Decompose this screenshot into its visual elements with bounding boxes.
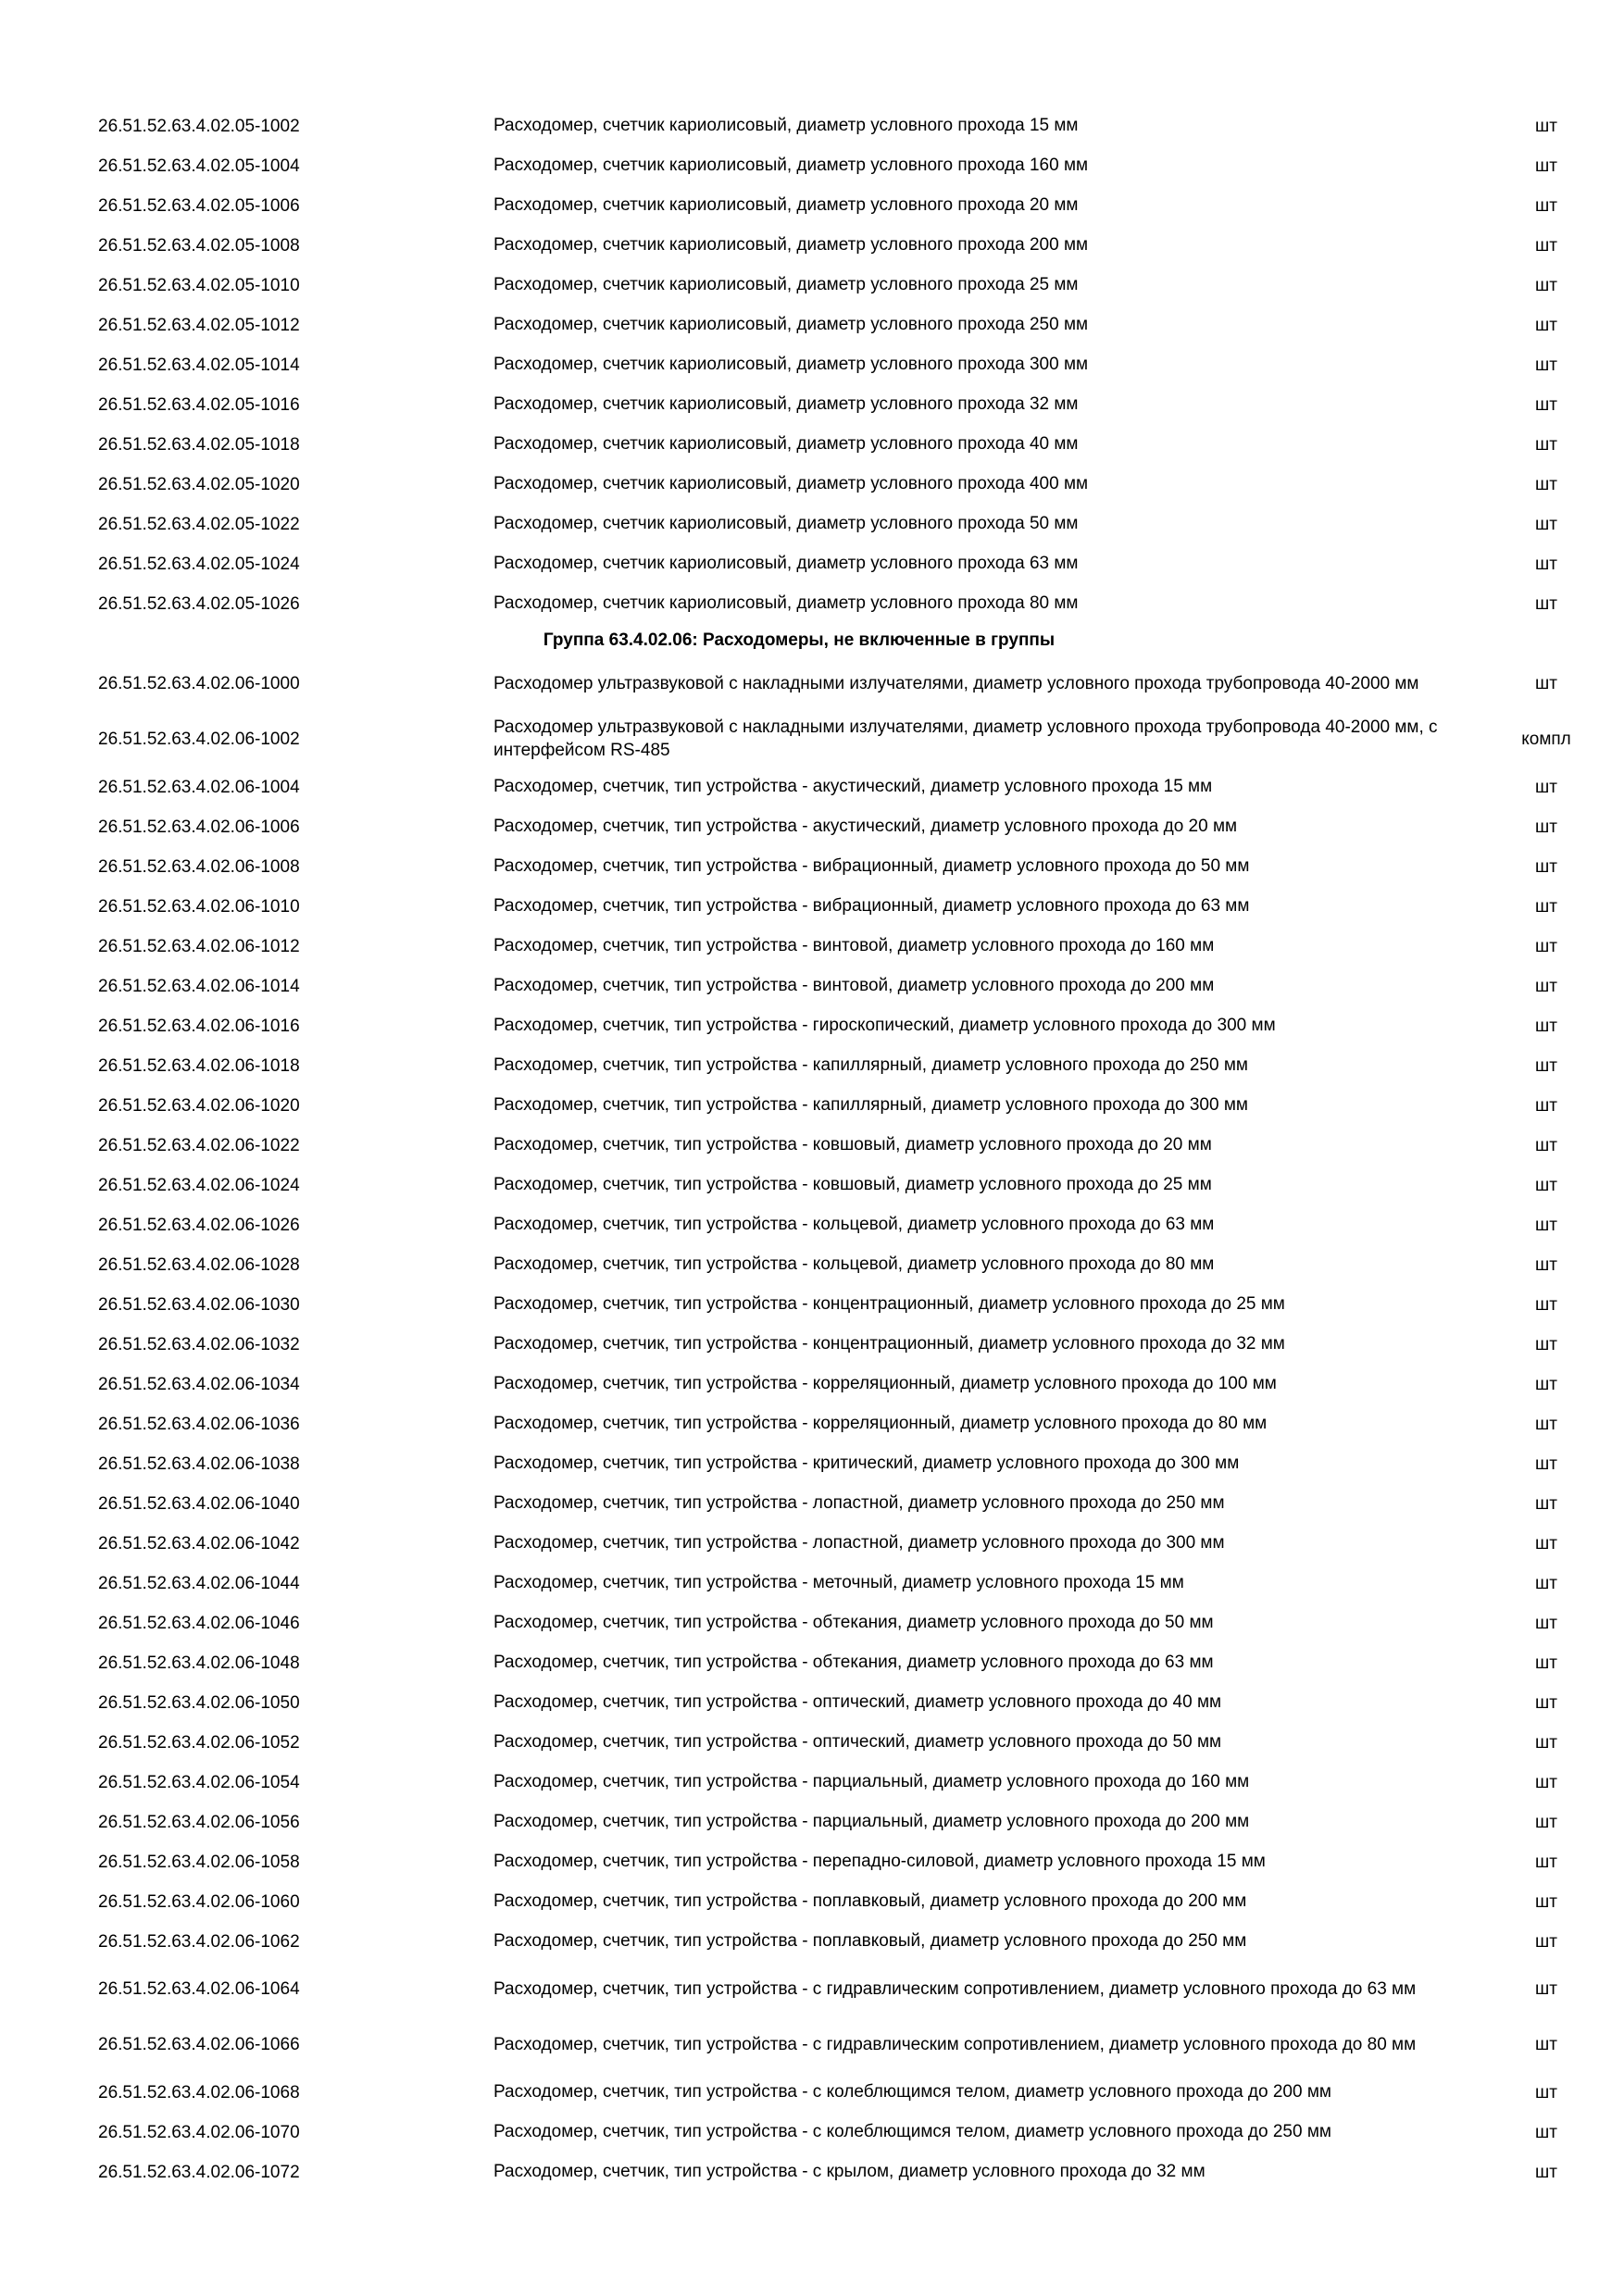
table-row bbox=[0, 1325, 1624, 1365]
resource-name: Расходомер, счетчик кариолисовый, диаметр условного прохода 40 мм bbox=[493, 434, 1079, 455]
table-row bbox=[0, 656, 1624, 712]
resource-code: 26.51.52.63.4.02.06-1034 bbox=[98, 1374, 300, 1394]
resource-name: Расходомер, счетчик кариолисовый, диаметр условного прохода 50 мм bbox=[493, 514, 1079, 534]
table-row bbox=[0, 1166, 1624, 1205]
resource-name: Расходомер, счетчик кариолисовый, диаметр условного прохода 250 мм bbox=[493, 315, 1089, 335]
unit-of-measure: шт bbox=[1535, 1135, 1557, 1155]
resource-name: Расходомер, счетчик кариолисовый, диаметр условного прохода 63 мм bbox=[493, 554, 1079, 574]
unit-of-measure: шт bbox=[1535, 1533, 1557, 1554]
resource-name: Расходомер, счетчик, тип устройства - с гидравлическим сопротивлением, диаметр условного прохода до 63 мм bbox=[493, 1978, 1417, 1999]
unit-of-measure: шт bbox=[1535, 896, 1557, 917]
table-row bbox=[0, 465, 1624, 505]
unit-of-measure: шт bbox=[1535, 355, 1557, 375]
unit-of-measure: шт bbox=[1535, 1891, 1557, 1912]
unit-of-measure: шт bbox=[1535, 1613, 1557, 1633]
table-row bbox=[0, 544, 1624, 584]
table-row bbox=[0, 1245, 1624, 1285]
resource-code: 26.51.52.63.4.02.06-1020 bbox=[98, 1095, 300, 1116]
resource-name: Расходомер, счетчик кариолисовый, диаметр условного прохода 80 мм bbox=[493, 593, 1079, 614]
table-row bbox=[0, 1962, 1624, 2017]
resource-code: 26.51.52.63.4.02.06-1052 bbox=[98, 1732, 300, 1753]
resource-code: 26.51.52.63.4.02.06-1070 bbox=[98, 2122, 300, 2142]
resource-code: 26.51.52.63.4.02.05-1004 bbox=[98, 156, 300, 176]
unit-of-measure: шт bbox=[1535, 1493, 1557, 1514]
unit-of-measure: шт bbox=[1535, 674, 1557, 693]
table-row bbox=[0, 345, 1624, 385]
unit-of-measure: шт bbox=[1535, 1653, 1557, 1673]
resource-code: 26.51.52.63.4.02.06-1004 bbox=[98, 777, 300, 797]
table-row bbox=[0, 146, 1624, 186]
resource-name: Расходомер, счетчик, тип устройства - оптический, диаметр условного прохода до 50 мм bbox=[493, 1732, 1222, 1753]
resource-code: 26.51.52.63.4.02.06-1072 bbox=[98, 2162, 300, 2182]
resource-name: Расходомер ультразвуковой с накладными излучателями, диаметр условного прохода трубопровода 40-2000 мм bbox=[493, 673, 1419, 693]
table-row bbox=[0, 1046, 1624, 1086]
table-row bbox=[0, 1205, 1624, 1245]
unit-of-measure: шт bbox=[1535, 315, 1557, 335]
resource-code: 26.51.52.63.4.02.06-1014 bbox=[98, 976, 300, 996]
resource-code: 26.51.52.63.4.02.05-1020 bbox=[98, 474, 300, 494]
table-row bbox=[0, 1683, 1624, 1723]
table-row bbox=[0, 1524, 1624, 1564]
resource-code: 26.51.52.63.4.02.06-1008 bbox=[98, 856, 300, 877]
unit-of-measure: шт bbox=[1535, 1454, 1557, 1474]
unit-of-measure: шт bbox=[1535, 514, 1557, 534]
table-row bbox=[0, 847, 1624, 887]
table-row bbox=[0, 1285, 1624, 1325]
unit-of-measure: шт bbox=[1535, 1374, 1557, 1394]
unit-of-measure: шт bbox=[1535, 976, 1557, 996]
unit-of-measure: шт bbox=[1535, 1732, 1557, 1753]
unit-of-measure: шт bbox=[1535, 1772, 1557, 1792]
resource-code: 26.51.52.63.4.02.06-1012 bbox=[98, 936, 300, 956]
resource-code: 26.51.52.63.4.02.06-1006 bbox=[98, 817, 300, 837]
table-row bbox=[0, 505, 1624, 544]
resource-name: Расходомер, счетчик, тип устройства - концентрационный, диаметр условного прохода до 32 мм bbox=[493, 1334, 1285, 1354]
resource-code: 26.51.52.63.4.02.06-1038 bbox=[98, 1454, 300, 1474]
resource-code: 26.51.52.63.4.02.05-1008 bbox=[98, 235, 300, 256]
group-header-row bbox=[0, 624, 1624, 656]
table-row bbox=[0, 226, 1624, 266]
unit-of-measure: шт bbox=[1535, 1055, 1557, 1076]
table-row bbox=[0, 2073, 1624, 2113]
resource-code: 26.51.52.63.4.02.06-1002 bbox=[98, 730, 300, 749]
resource-code: 26.51.52.63.4.02.05-1022 bbox=[98, 514, 300, 534]
unit-of-measure: шт bbox=[1535, 394, 1557, 415]
table-row bbox=[0, 1882, 1624, 1922]
resource-name: Расходомер, счетчик, тип устройства - кольцевой, диаметр условного прохода до 63 мм bbox=[493, 1215, 1215, 1235]
unit-of-measure: шт bbox=[1535, 936, 1557, 956]
resource-name: Расходомер, счетчик, тип устройства - ковшовый, диаметр условного прохода до 20 мм bbox=[493, 1135, 1212, 1155]
resource-code: 26.51.52.63.4.02.06-1024 bbox=[98, 1175, 300, 1195]
resource-name: Расходомер ультразвуковой с накладными излучателями, диаметр условного прохода трубопровода 40-2000 мм, с интерфейсом RS-485 bbox=[493, 718, 1438, 760]
resource-name: Расходомер, счетчик, тип устройства - поплавковый, диаметр условного прохода до 200 мм bbox=[493, 1891, 1247, 1912]
table-row bbox=[0, 1484, 1624, 1524]
unit-of-measure: шт bbox=[1535, 1016, 1557, 1036]
resource-name: Расходомер, счетчик кариолисовый, диаметр условного прохода 300 мм bbox=[493, 355, 1089, 375]
unit-of-measure: шт bbox=[1535, 195, 1557, 216]
table-row bbox=[0, 385, 1624, 425]
table-row bbox=[0, 1126, 1624, 1166]
resource-code: 26.51.52.63.4.02.06-1058 bbox=[98, 1852, 300, 1872]
resource-code: 26.51.52.63.4.02.06-1048 bbox=[98, 1653, 300, 1673]
table-row bbox=[0, 1803, 1624, 1842]
resource-code: 26.51.52.63.4.02.06-1062 bbox=[98, 1931, 300, 1952]
resource-name: Расходомер, счетчик, тип устройства - обтекания, диаметр условного прохода до 63 мм bbox=[493, 1653, 1214, 1673]
resource-code: 26.51.52.63.4.02.06-1026 bbox=[98, 1215, 300, 1235]
unit-of-measure: шт bbox=[1535, 2162, 1557, 2182]
table-row bbox=[0, 1006, 1624, 1046]
resource-code: 26.51.52.63.4.02.05-1006 bbox=[98, 195, 300, 216]
resource-name: Расходомер, счетчик, тип устройства - корреляционный, диаметр условного прохода до 80 мм bbox=[493, 1414, 1268, 1434]
resource-name: Расходомер, счетчик кариолисовый, диаметр условного прохода 20 мм bbox=[493, 195, 1079, 216]
unit-of-measure: шт bbox=[1535, 156, 1557, 176]
resource-name: Расходомер, счетчик, тип устройства - капиллярный, диаметр условного прохода до 250 мм bbox=[493, 1055, 1248, 1076]
resource-code: 26.51.52.63.4.02.06-1000 bbox=[98, 674, 300, 693]
table-row bbox=[0, 266, 1624, 306]
unit-of-measure: шт bbox=[1535, 275, 1557, 295]
table-row bbox=[0, 106, 1624, 146]
resource-name: Расходомер, счетчик, тип устройства - меточный, диаметр условного прохода 15 мм bbox=[493, 1573, 1184, 1593]
resource-name: Расходомер, счетчик кариолисовый, диаметр условного прохода 25 мм bbox=[493, 275, 1079, 295]
resource-name: Расходомер, счетчик, тип устройства - гироскопический, диаметр условного прохода до 300 мм bbox=[493, 1016, 1276, 1036]
table-row bbox=[0, 1723, 1624, 1763]
resource-code: 26.51.52.63.4.02.05-1026 bbox=[98, 593, 300, 614]
unit-of-measure: шт bbox=[1535, 1334, 1557, 1354]
group-title: Группа 63.4.02.06: Расходомеры, не включенные в группы bbox=[543, 630, 1056, 650]
table-row bbox=[0, 1643, 1624, 1683]
resource-name: Расходомер, счетчик, тип устройства - вибрационный, диаметр условного прохода до 63 мм bbox=[493, 896, 1250, 917]
resource-code: 26.51.52.63.4.02.05-1012 bbox=[98, 315, 300, 335]
resource-code: 26.51.52.63.4.02.06-1066 bbox=[98, 2035, 300, 2054]
unit-of-measure: шт bbox=[1535, 1254, 1557, 1275]
resource-code: 26.51.52.63.4.02.05-1014 bbox=[98, 355, 300, 375]
resource-code: 26.51.52.63.4.02.06-1028 bbox=[98, 1254, 300, 1275]
resource-code: 26.51.52.63.4.02.06-1010 bbox=[98, 896, 300, 917]
table-row bbox=[0, 1086, 1624, 1126]
table-row bbox=[0, 2113, 1624, 2152]
resource-code: 26.51.52.63.4.02.06-1036 bbox=[98, 1414, 300, 1434]
resource-code: 26.51.52.63.4.02.06-1050 bbox=[98, 1692, 300, 1713]
table-row bbox=[0, 584, 1624, 624]
resource-name: Расходомер, счетчик, тип устройства - перепадно-силовой, диаметр условного прохода 15 мм bbox=[493, 1852, 1266, 1872]
table-row bbox=[0, 2152, 1624, 2192]
table-row bbox=[0, 1564, 1624, 1603]
resource-code: 26.51.52.63.4.02.05-1018 bbox=[98, 434, 300, 455]
resource-name: Расходомер, счетчик, тип устройства - критический, диаметр условного прохода до 300 мм bbox=[493, 1454, 1240, 1474]
resource-code: 26.51.52.63.4.02.06-1060 bbox=[98, 1891, 300, 1912]
table-row bbox=[0, 2017, 1624, 2073]
price-list-page bbox=[0, 106, 1624, 2192]
resource-name: Расходомер, счетчик, тип устройства - с колеблющимся телом, диаметр условного прохода до 200 мм bbox=[493, 2082, 1331, 2103]
unit-of-measure: шт bbox=[1535, 1414, 1557, 1434]
unit-of-measure: шт bbox=[1535, 1812, 1557, 1832]
table-row bbox=[0, 807, 1624, 847]
unit-of-measure: компл bbox=[1521, 730, 1571, 749]
resource-name: Расходомер, счетчик, тип устройства - акустический, диаметр условного прохода 15 мм bbox=[493, 777, 1213, 797]
unit-of-measure: шт bbox=[1535, 856, 1557, 877]
table-row bbox=[0, 1603, 1624, 1643]
resource-code: 26.51.52.63.4.02.05-1016 bbox=[98, 394, 300, 415]
resource-name: Расходомер, счетчик, тип устройства - акустический, диаметр условного прохода до 20 мм bbox=[493, 817, 1238, 837]
resource-name: Расходомер, счетчик, тип устройства - лопастной, диаметр условного прохода до 250 мм bbox=[493, 1493, 1225, 1514]
resource-name: Расходомер, счетчик, тип устройства - парциальный, диаметр условного прохода до 160 мм bbox=[493, 1772, 1250, 1792]
unit-of-measure: шт bbox=[1535, 116, 1557, 136]
resource-code: 26.51.52.63.4.02.05-1002 bbox=[98, 116, 300, 136]
resource-name: Расходомер, счетчик, тип устройства - обтекания, диаметр условного прохода до 50 мм bbox=[493, 1613, 1214, 1633]
table-row bbox=[0, 1922, 1624, 1962]
resource-name: Расходомер, счетчик, тип устройства - лопастной, диаметр условного прохода до 300 мм bbox=[493, 1533, 1225, 1554]
table-row bbox=[0, 887, 1624, 927]
resource-code: 26.51.52.63.4.02.06-1064 bbox=[98, 1979, 300, 1999]
table-row bbox=[0, 186, 1624, 226]
resource-name: Расходомер, счетчик, тип устройства - с колеблющимся телом, диаметр условного прохода до 250 мм bbox=[493, 2122, 1331, 2142]
table-row bbox=[0, 1763, 1624, 1803]
resource-code: 26.51.52.63.4.02.06-1042 bbox=[98, 1533, 300, 1554]
resource-name: Расходомер, счетчик кариолисовый, диаметр условного прохода 200 мм bbox=[493, 235, 1089, 256]
resource-code: 26.51.52.63.4.02.06-1022 bbox=[98, 1135, 300, 1155]
resource-code: 26.51.52.63.4.02.06-1056 bbox=[98, 1812, 300, 1832]
unit-of-measure: шт bbox=[1535, 474, 1557, 494]
resource-code: 26.51.52.63.4.02.06-1054 bbox=[98, 1772, 300, 1792]
unit-of-measure: шт bbox=[1535, 593, 1557, 614]
unit-of-measure: шт bbox=[1535, 1852, 1557, 1872]
resource-name: Расходомер, счетчик, тип устройства - с крылом, диаметр условного прохода до 32 мм bbox=[493, 2162, 1206, 2182]
unit-of-measure: шт bbox=[1535, 1692, 1557, 1713]
table-row bbox=[0, 767, 1624, 807]
unit-of-measure: шт bbox=[1535, 434, 1557, 455]
resource-code: 26.51.52.63.4.02.06-1016 bbox=[98, 1016, 300, 1036]
unit-of-measure: шт bbox=[1535, 235, 1557, 256]
resource-name: Расходомер, счетчик, тип устройства - вибрационный, диаметр условного прохода до 50 мм bbox=[493, 856, 1250, 877]
unit-of-measure: шт bbox=[1535, 817, 1557, 837]
resource-code: 26.51.52.63.4.02.06-1030 bbox=[98, 1294, 300, 1315]
resource-code: 26.51.52.63.4.02.06-1044 bbox=[98, 1573, 300, 1593]
resource-name: Расходомер, счетчик кариолисовый, диаметр условного прохода 15 мм bbox=[493, 116, 1079, 136]
table-row bbox=[0, 1842, 1624, 1882]
resource-code: 26.51.52.63.4.02.06-1040 bbox=[98, 1493, 300, 1514]
unit-of-measure: шт bbox=[1535, 1979, 1557, 1999]
resource-name: Расходомер, счетчик кариолисовый, диаметр условного прохода 400 мм bbox=[493, 474, 1089, 494]
resource-code: 26.51.52.63.4.02.05-1024 bbox=[98, 554, 300, 574]
unit-of-measure: шт bbox=[1535, 1095, 1557, 1116]
unit-of-measure: шт bbox=[1535, 2122, 1557, 2142]
resource-name: Расходомер, счетчик, тип устройства - винтовой, диаметр условного прохода до 160 мм bbox=[493, 936, 1215, 956]
unit-of-measure: шт bbox=[1535, 1573, 1557, 1593]
table-row bbox=[0, 1444, 1624, 1484]
table-row bbox=[0, 306, 1624, 345]
resource-name: Расходомер, счетчик, тип устройства - кольцевой, диаметр условного прохода до 80 мм bbox=[493, 1254, 1215, 1275]
resource-code: 26.51.52.63.4.02.06-1046 bbox=[98, 1613, 300, 1633]
resource-name: Расходомер, счетчик, тип устройства - с гидравлическим сопротивлением, диаметр условного прохода до 80 мм bbox=[493, 2034, 1417, 2054]
table-row bbox=[0, 967, 1624, 1006]
table-row bbox=[0, 712, 1624, 767]
unit-of-measure: шт bbox=[1535, 1931, 1557, 1952]
resource-code: 26.51.52.63.4.02.05-1010 bbox=[98, 275, 300, 295]
resource-name: Расходомер, счетчик, тип устройства - капиллярный, диаметр условного прохода до 300 мм bbox=[493, 1095, 1248, 1116]
unit-of-measure: шт bbox=[1535, 777, 1557, 797]
resource-name: Расходомер, счетчик кариолисовый, диаметр условного прохода 160 мм bbox=[493, 156, 1089, 176]
resource-code: 26.51.52.63.4.02.06-1018 bbox=[98, 1055, 300, 1076]
unit-of-measure: шт bbox=[1535, 554, 1557, 574]
unit-of-measure: шт bbox=[1535, 1215, 1557, 1235]
table-row bbox=[0, 1404, 1624, 1444]
unit-of-measure: шт bbox=[1535, 2082, 1557, 2103]
resource-name: Расходомер, счетчик, тип устройства - поплавковый, диаметр условного прохода до 250 мм bbox=[493, 1931, 1247, 1952]
table-row bbox=[0, 927, 1624, 967]
table-row bbox=[0, 425, 1624, 465]
resource-name: Расходомер, счетчик, тип устройства - ковшовый, диаметр условного прохода до 25 мм bbox=[493, 1175, 1212, 1195]
resource-name: Расходомер, счетчик кариолисовый, диаметр условного прохода 32 мм bbox=[493, 394, 1079, 415]
unit-of-measure: шт bbox=[1535, 1175, 1557, 1195]
resource-name: Расходомер, счетчик, тип устройства - концентрационный, диаметр условного прохода до 25 мм bbox=[493, 1294, 1285, 1315]
resource-name: Расходомер, счетчик, тип устройства - корреляционный, диаметр условного прохода до 100 мм bbox=[493, 1374, 1277, 1394]
resource-name: Расходомер, счетчик, тип устройства - оптический, диаметр условного прохода до 40 мм bbox=[493, 1692, 1222, 1713]
unit-of-measure: шт bbox=[1535, 1294, 1557, 1315]
resource-name: Расходомер, счетчик, тип устройства - парциальный, диаметр условного прохода до 200 мм bbox=[493, 1812, 1250, 1832]
table-row bbox=[0, 1365, 1624, 1404]
unit-of-measure: шт bbox=[1535, 2035, 1557, 2054]
resource-code: 26.51.52.63.4.02.06-1068 bbox=[98, 2082, 300, 2103]
resource-name: Расходомер, счетчик, тип устройства - винтовой, диаметр условного прохода до 200 мм bbox=[493, 976, 1215, 996]
resource-code: 26.51.52.63.4.02.06-1032 bbox=[98, 1334, 300, 1354]
